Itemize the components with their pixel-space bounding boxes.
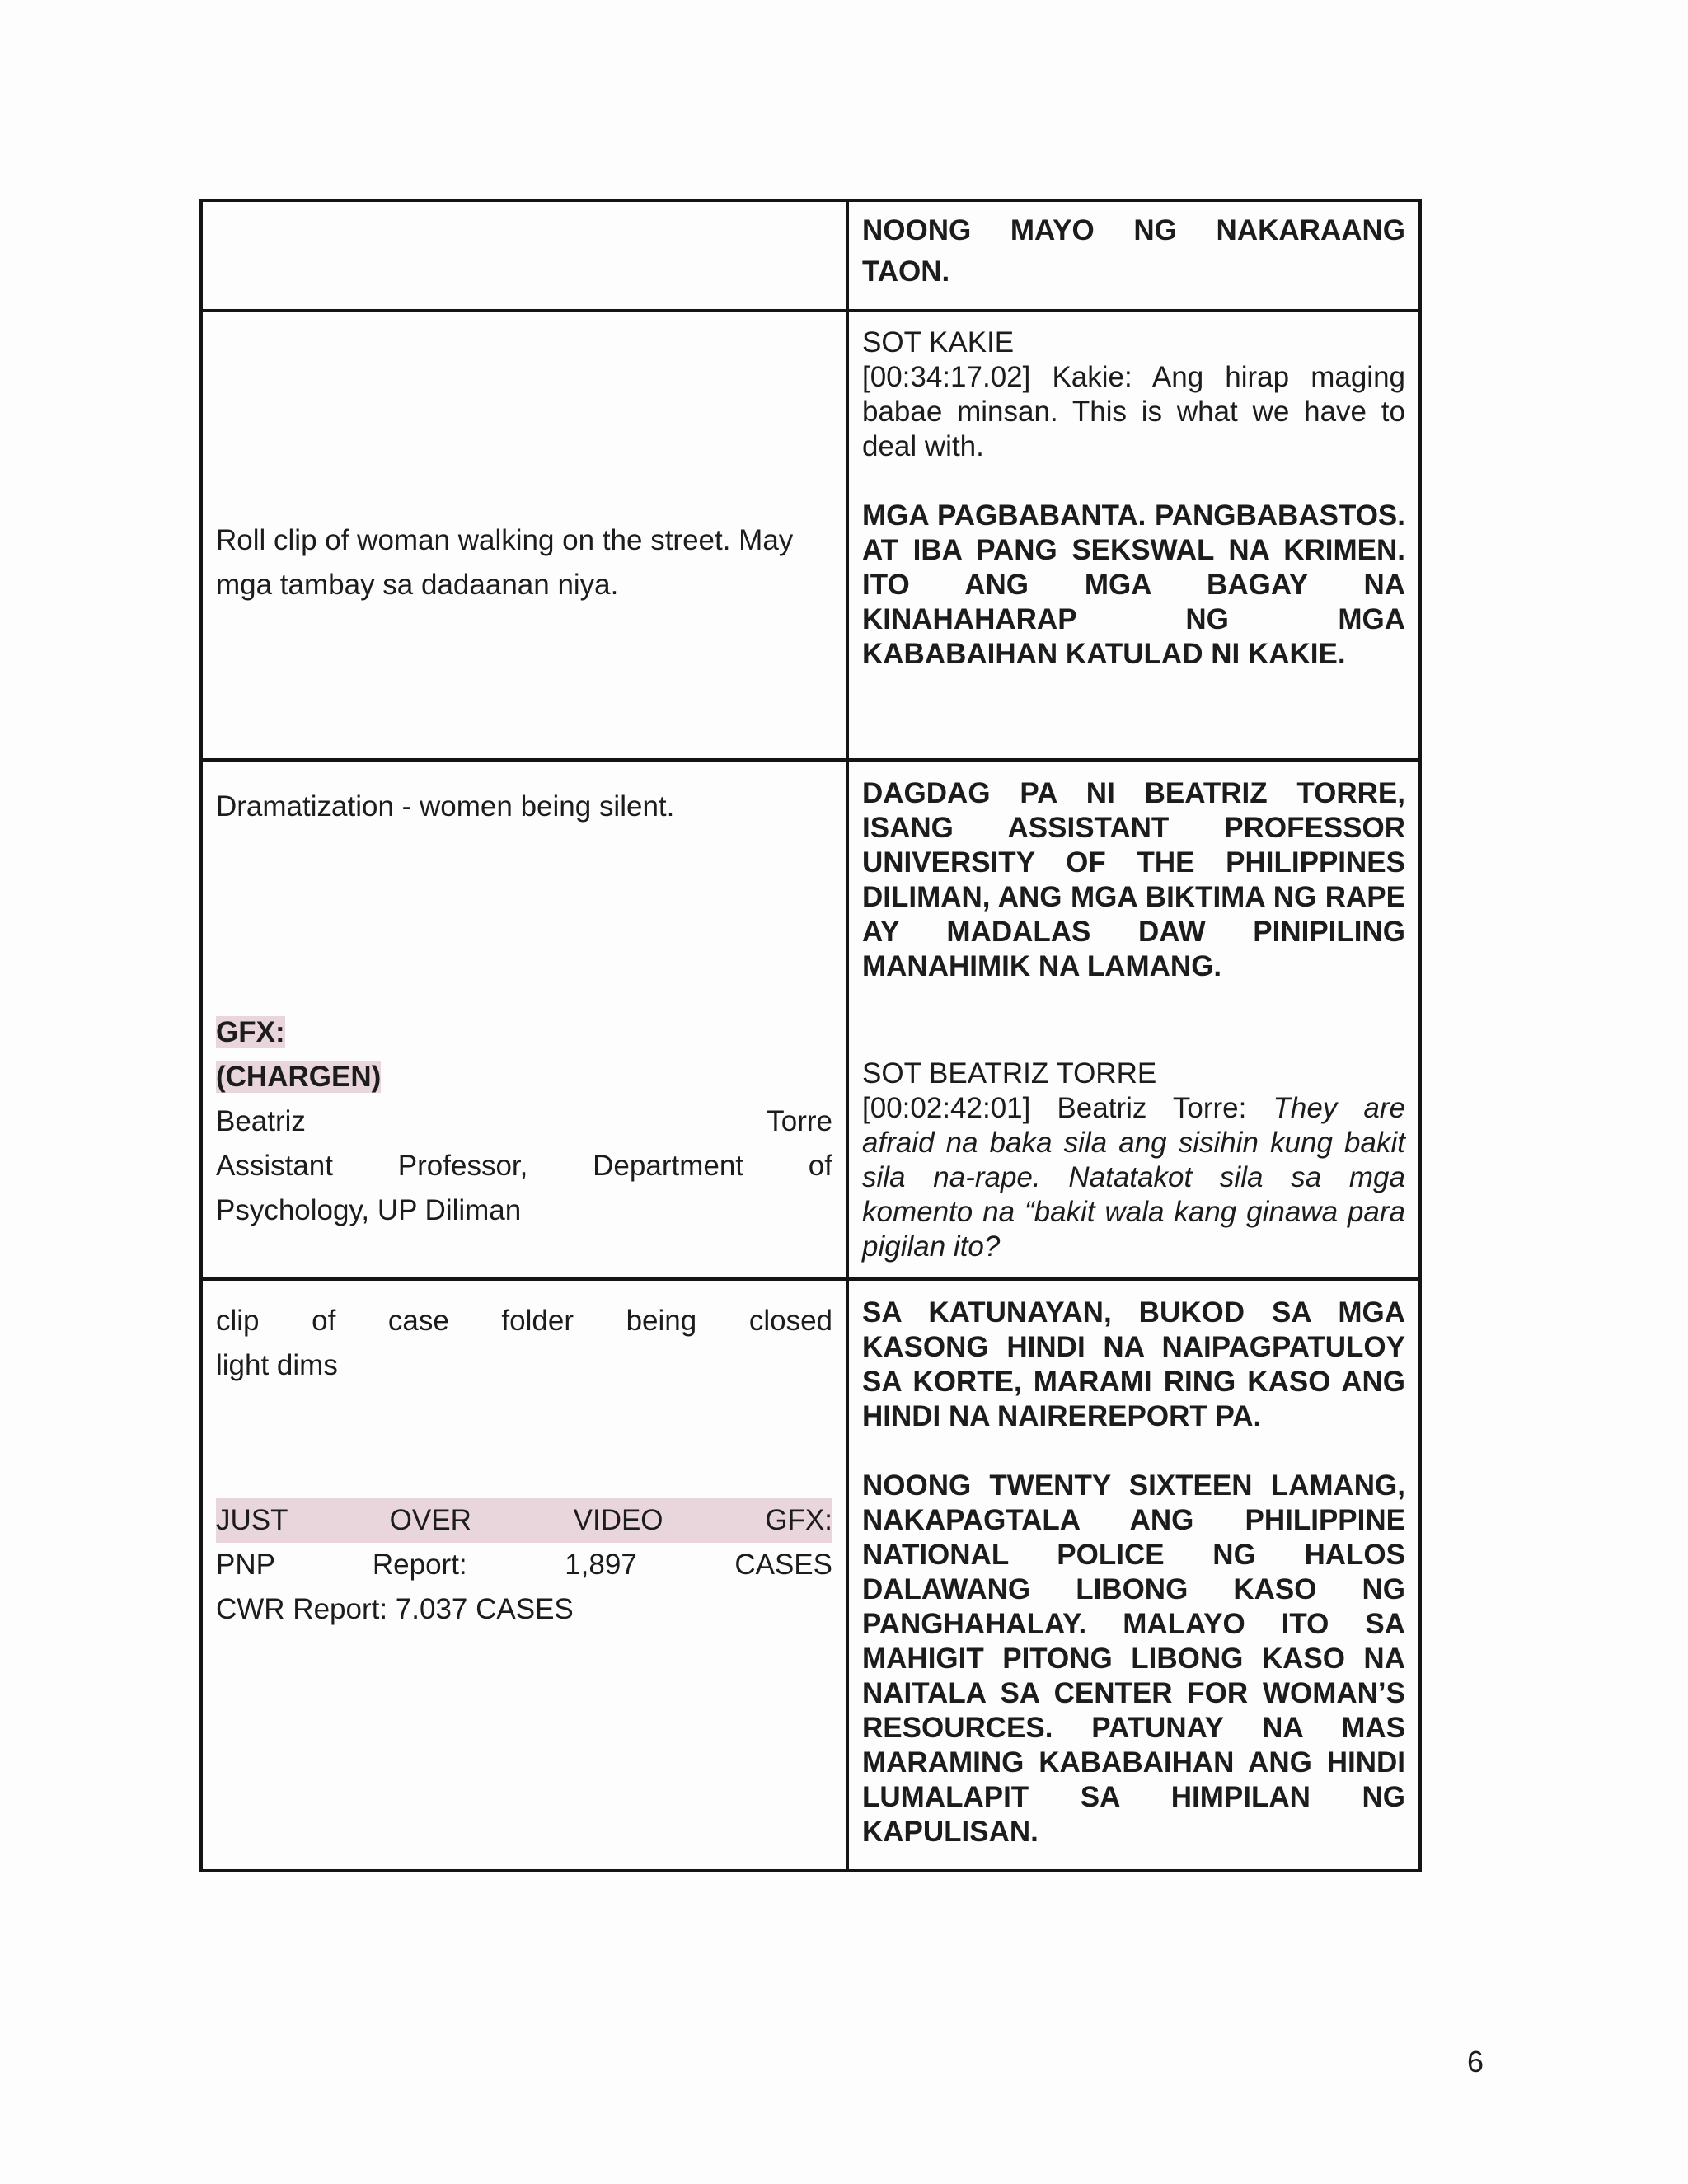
cwr-report: CWR Report: 7.037 CASES — [216, 1593, 574, 1625]
video-cell — [201, 1279, 847, 1871]
video-direction: clip of case folder being closed — [216, 1305, 832, 1337]
narration-text: NOONG TWENTY SIXTEEN LAMANG, NAKAPAGTALA ANG PHILIPPINE NATIONAL POLICE NG HALOS DALAWANG LIBONG KASO NG PANGHAHALAY. MALAYO ITO SA MAHIGIT PITONG LIBONG KASO NA NAITALA SA CENTER FOR WOMAN’S RESOURCES. PATUNAY NA MAS MARAMING KABABAIHAN ANG HINDI LUMALAPIT SA HIMPILAN NG KAPULISAN. — [862, 1469, 1405, 1848]
page-number: 6 — [1467, 2045, 1484, 2079]
video-cell — [201, 311, 847, 760]
table-row — [201, 311, 1420, 760]
gfx-label: GFX: — [216, 1016, 285, 1048]
audio-cell — [847, 1279, 1420, 1871]
pnp-report: PNP Report: 1,897 CASES — [216, 1549, 832, 1581]
video-direction-cont: light dims — [216, 1349, 338, 1381]
narration-text: NOONG MAYO NG NAKARAANG TAON. — [862, 214, 1405, 288]
narration-text: SA KATUNAYAN, BUKOD SA MGA KASONG HINDI NA NAIPAGPATULOY SA KORTE, MARAMI RING KASO ANG HINDI NA NAIREREPORT PA. — [862, 1296, 1405, 1432]
chargen-title-cont: Psychology, UP Diliman — [216, 1194, 522, 1226]
table-row — [201, 760, 1420, 1279]
audio-cell — [847, 200, 1420, 311]
narration-text: DAGDAG PA NI BEATRIZ TORRE, ISANG ASSISTANT PROFESSOR UNIVERSITY OF THE PHILIPPINES DILIMAN, ANG MGA BIKTIMA NG RAPE AY MADALAS DAW PINIPILING MANAHIMIK NA LAMANG. — [862, 777, 1405, 982]
sot-label: SOT KAKIE — [862, 326, 1015, 359]
video-cell — [201, 760, 847, 1279]
chargen-title: Assistant Professor, Department of — [216, 1150, 832, 1182]
sot-quote: [00:02:42:01] Beatriz Torre: They are afraid na baka sila ang sisihin kung bakit sila na-rape. Natatakot sila sa mga komento na “bakit wala kang ginawa para pigilan ito? — [862, 1092, 1406, 1263]
audio-cell — [847, 311, 1420, 760]
table-row — [201, 1279, 1420, 1871]
gfx-label: JUST OVER VIDEO GFX: — [216, 1498, 832, 1543]
narration-text: MGA PAGBABANTA. PANGBABASTOS. AT IBA PANG SEKSWAL NA KRIMEN. ITO ANG MGA BAGAY NA KINAHAHARAP NG MGA KABABAIHAN KATULAD NI KAKIE. — [862, 499, 1405, 670]
script-table — [199, 199, 1422, 1872]
table-row — [201, 200, 1420, 311]
video-direction: Dramatization - women being silent. — [216, 790, 675, 823]
sot-label: SOT BEATRIZ TORRE — [862, 1057, 1157, 1090]
chargen-label: (CHARGEN) — [216, 1061, 382, 1093]
audio-cell — [847, 760, 1420, 1279]
sot-quote: [00:34:17.02] Kakie: Ang hirap maging babae minsan. This is what we have to deal with. — [862, 361, 1405, 462]
chargen-name: Beatriz Torre — [216, 1105, 832, 1137]
video-cell — [201, 200, 847, 311]
video-direction: Roll clip of woman walking on the street. May mga tambay sa dadaanan niya. — [216, 524, 794, 601]
